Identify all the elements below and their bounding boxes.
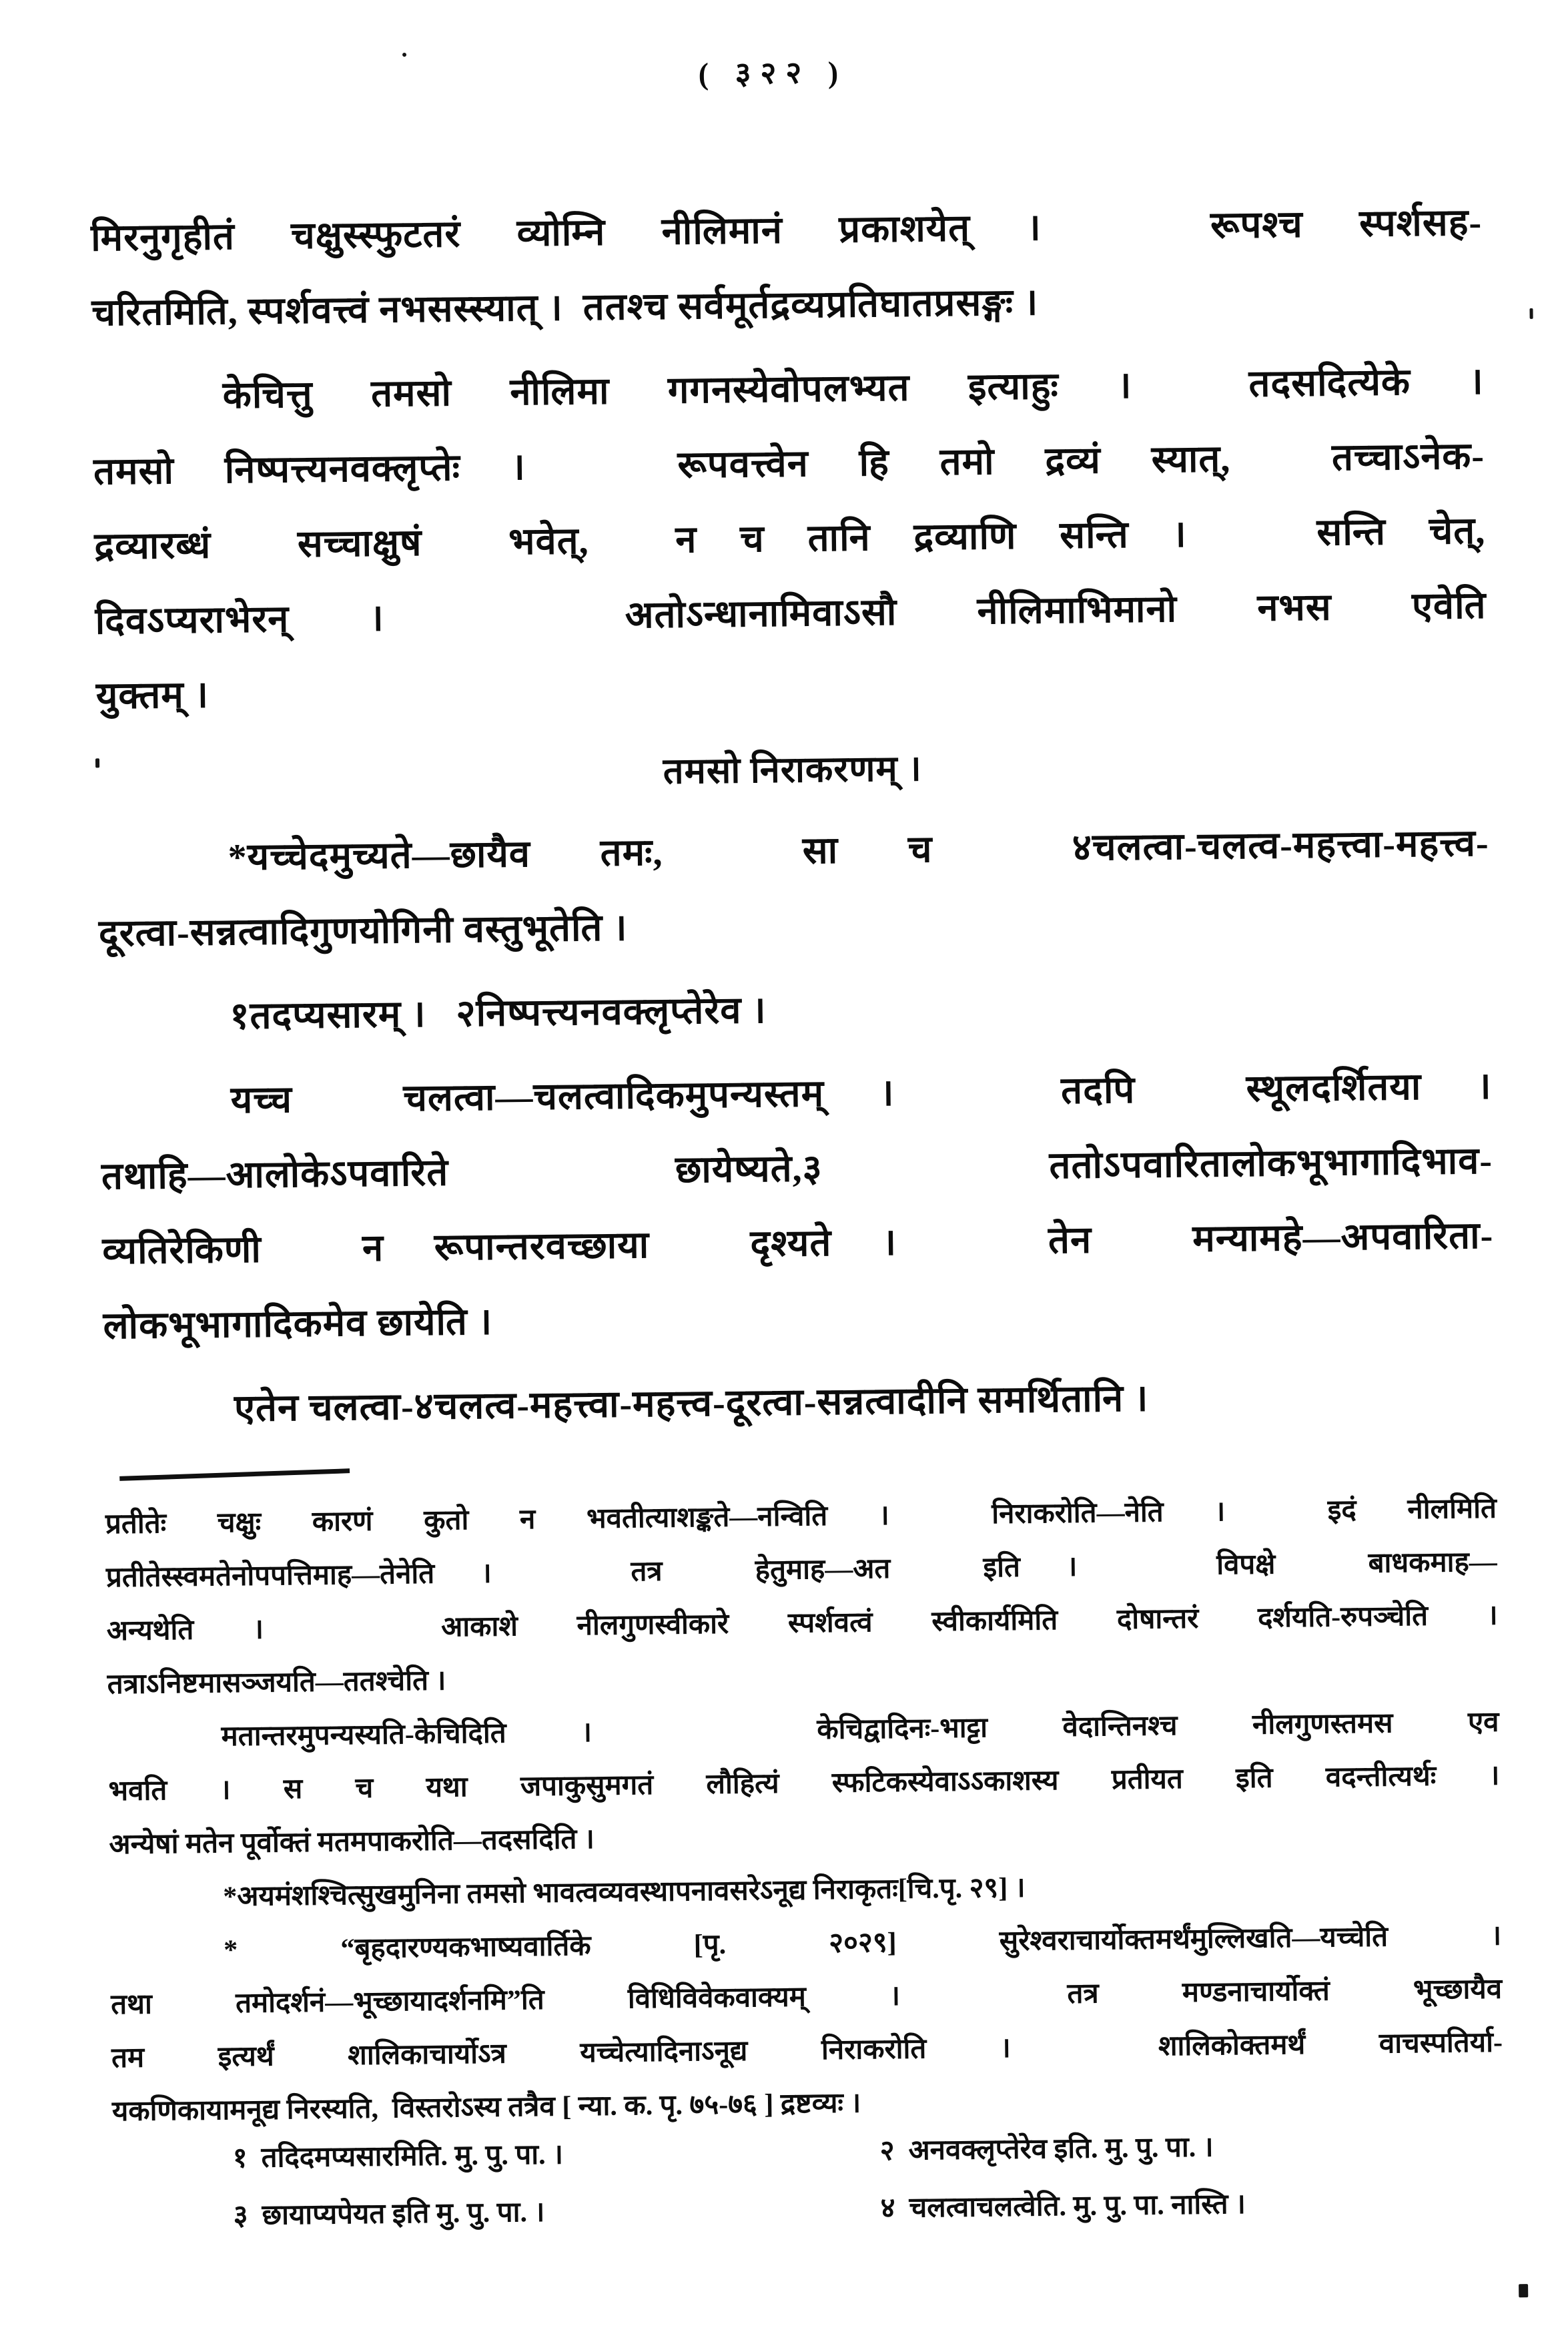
scan-speckle bbox=[95, 758, 99, 768]
text-line: दूरत्वा-सन्नत्वादिगुणयोगिनी वस्तुभूतेति । bbox=[98, 907, 628, 955]
paragraph bbox=[100, 1049, 1495, 1364]
paragraph bbox=[92, 344, 1487, 734]
variant-reading-row bbox=[113, 2175, 1505, 2245]
text-line: केचित्तु तमसो नीलिमा गगनस्येवोपलभ्यत इत्याहुः । तदसदित्येके । bbox=[222, 360, 1485, 417]
variant-note: २ अनवक्लृप्तेरेव इति. मु. पु. पा. । bbox=[879, 2132, 1214, 2167]
text-line: तत्राऽनिष्टमासञ्जयति—ततश्चेति । bbox=[107, 1665, 446, 1701]
text-line: भवति । स च यथा जपाकुसुमगतं लौहित्यं स्फटिकस्येवाऽऽकाशस्य प्रतीयत इति वदन्तीत्यर्थः । bbox=[108, 1760, 1500, 1807]
variant-note: ३ छायाप्यपेयत इति मु. पु. पा. । bbox=[233, 2197, 545, 2232]
text-line: तथाहि—आलोकेऽपवारिते छायेष्यते,३ ततोऽपवारितालोकभूभागादिभाव- bbox=[101, 1140, 1493, 1198]
text-line: प्रतीतेस्स्वमतेनोपपत्तिमाह—तेनेति । तत्र हेतुमाह—अत इति । विपक्षे बाधकमाह— bbox=[105, 1546, 1498, 1594]
footnotes-block bbox=[105, 1482, 1504, 2139]
text-line: व्यतिरेकिणी न रूपान्तरवच्छाया दृश्यते । तेन मन्यामहे—अपवारिता- bbox=[102, 1215, 1494, 1273]
text-line: मिरनुगृहीतं चक्षुस्स्फुटतरं व्योम्नि नीलिमानं प्रकाशयेत् । रूपश्च स्पर्शसह- bbox=[90, 202, 1483, 260]
text-line: दिवऽप्यराभेरन् । अतोऽन्धानामिवाऽसौ नीलिमाभिमानो नभस एवेति bbox=[95, 585, 1487, 643]
text-line: चरितमिति, स्पर्शवत्त्वं नभसस्स्यात् । ततश्च सर्वमूर्तद्रव्यप्रतिघातप्रसङ्गः । bbox=[91, 282, 1039, 334]
text-line: यकणिकायामनूद्य निरस्यति, विस्तरोऽस्य तत्रैव [ न्या. क. पृ. ७५-७६ ] द्रष्टव्यः । bbox=[111, 2088, 861, 2128]
paragraph bbox=[103, 1358, 1495, 1448]
paragraph bbox=[105, 1482, 1499, 1712]
text-line: तथा तमोदर्शनं—भूच्छायादर्शनमि”ति विधिविवेकवाक्यम् । तत्र मण्डनाचार्योक्तं भूच्छायैव bbox=[110, 1974, 1503, 2021]
text-line: अन्येषां मतेन पूर्वोक्तं मतमपाकरोति—तदसदिति । bbox=[109, 1823, 595, 1861]
paragraph bbox=[110, 1910, 1503, 2139]
section-heading: तमसो निराकरणम् । bbox=[663, 748, 923, 792]
text-line: अन्यथेति । आकाशे नीलगुणस्वीकारे स्पर्शवत्वं स्वीकार्यमिति दोषान्तरं दर्शयति-रुपञ्चेति । bbox=[106, 1600, 1498, 1647]
variant-readings-block bbox=[112, 2118, 1505, 2249]
text-line: लोकभूभागादिकमेव छायेति । bbox=[103, 1301, 493, 1348]
text-line: १तदप्यसारम् । २निष्पत्त्यनवक्लृप्तेरेव । bbox=[230, 989, 767, 1038]
text-line: प्रतीतेः चक्षुः कारणं कुतो न भवतीत्याशङ्कते—नन्विति । निराकरोति—नेति । इदं नीलमिति bbox=[105, 1493, 1497, 1540]
text-line: *यच्चेदमुच्यते—छायैव तमः, सा च ४चलत्वा-चलत्व-महत्त्वा-महत्त्व- bbox=[228, 822, 1489, 879]
main-text-block bbox=[91, 186, 1496, 1448]
text-line: एतेन चलत्वा-४चलत्व-महत्त्वा-महत्त्व-दूरत्वा-सन्नत्वादीनि समर्थितानि । bbox=[234, 1378, 1149, 1430]
paragraph bbox=[99, 965, 1491, 1056]
variant-note: ४ चलत्वाचलत्वेति. मु. पु. पा. नास्ति । bbox=[880, 2188, 1246, 2225]
text-line: *अयमंशश्चित्सुखमुनिना तमसो भावत्वव्यवस्थापनावसरेऽनूद्य निराकृतः[चि.पृ. २९] । bbox=[223, 1872, 1026, 1913]
text-line: तमसो निष्पत्त्यनवक्लृप्तेः । रूपवत्त्वेन हि तमो द्रव्यं स्यात्, तच्चाऽनेक- bbox=[93, 435, 1485, 493]
scan-speckle bbox=[1519, 2284, 1528, 2297]
scan-speckle bbox=[1529, 308, 1533, 319]
text-line: * “बृहदारण्यकभाष्यवार्तिके [पृ. २०२९] सुरेश्वराचार्योक्तमर्थंमुल्लिखति—यच्चेति । bbox=[223, 1920, 1502, 1966]
text-line: मतान्तरमुपन्यस्यति-केचिदिति । केचिद्वादिनः-भाट्टा वेदान्तिनश्च नीलगुणस्तमस एव bbox=[221, 1707, 1499, 1753]
text-line: द्रव्यारब्धं सच्चाक्षुषं भवेत्, न च तानि द्रव्याणि सन्ति । सन्ति चेत्, bbox=[94, 510, 1486, 568]
paragraph bbox=[97, 806, 1490, 972]
paragraph bbox=[91, 186, 1483, 351]
footnote-separator-rule bbox=[119, 1468, 350, 1481]
variant-note: १ तदिदमप्यसारमिति. मु. पु. पा. । bbox=[232, 2139, 564, 2174]
scan-speckle bbox=[402, 53, 406, 57]
text-line: यच्च चलत्वा—चलत्वादिकमुपन्यस्तम् । तदपि स्थूलदर्शितया । bbox=[230, 1065, 1493, 1122]
page-number: ( ३२२ ) bbox=[698, 55, 848, 91]
paragraph bbox=[107, 1696, 1501, 1872]
text-line: युक्तम् । bbox=[95, 674, 210, 717]
text-line: तम इत्यर्थं शालिकाचार्योऽत्र यच्चेत्यादिनाऽनूद्य निराकरोति । शालिकोक्तमर्थं वाचस्पतिर्या- bbox=[111, 2027, 1503, 2074]
